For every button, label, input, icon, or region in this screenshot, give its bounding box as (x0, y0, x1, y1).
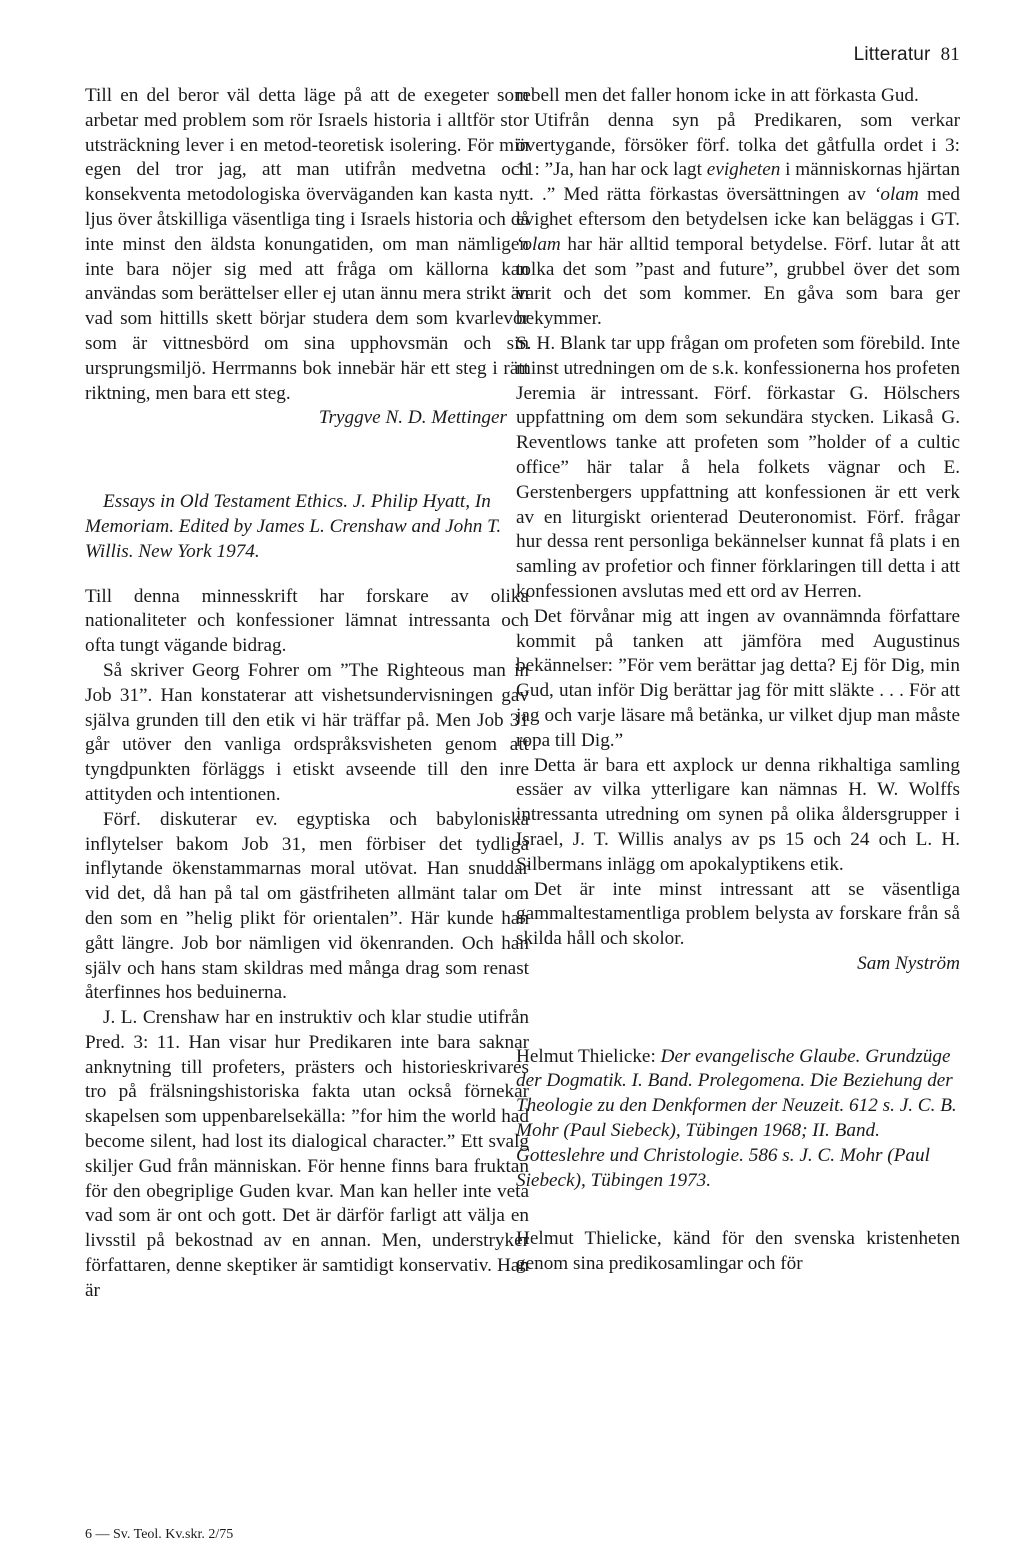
review-citation (516, 1045, 960, 1194)
page-number: 81 (940, 44, 960, 65)
book-title: Der evangelische Glaube. Grundzüge der Dogmatik. I. Band. Prolegomena. Die Beziehung der Theologie zu den Denkformen der Neuzeit. 612 s. J. C. B. Mohr (Paul Siebeck), Tübingen 1968; II. Band. Gotteslehre und Christologie. 586 s. J. C. Mohr (Paul Siebeck), Tübingen 1973. (516, 1045, 957, 1191)
review-citation: Essays in Old Testament Ethics. J. Philip Hyatt, In Memoriam. Edited by James L. Crenshaw and John T. Willis. New York 1974. (85, 491, 502, 562)
paragraph: Så skriver Georg Fohrer om ”The Righteous man in Job 31”. Han konstaterar att vishetsundervisningen gav själva grunden till den etik vi här träffar på. Men Job 31 går utöver den vanliga ordspråksvisheten genom att tyngdpunkten förläggs i etiskt avseende till den inre attityden och intentionen. (85, 659, 529, 805)
paragraph: Detta är bara ett axplock ur denna rikhaltiga samling essäer av vilka ytterligare kan nämnas H. W. Wolffs intressanta utredning om synen på olika åldersgrupper i Israel, J. T. Willis analys av ps 15 och 24 och L. H. Silbermans inlägg om apokalyptikens etik. (516, 754, 960, 875)
emphasis: evigheten (706, 159, 781, 181)
right-column (516, 84, 960, 1277)
paragraph: Förf. diskuterar ev. egyptiska och babyloniska inflytelser bakom Job 31, men förbiser det tydliga inflytande ökenstammarnas moral utövat. Han snuddar vid det, då han på tal om gästfriheten allmänt talar om den som en ”helig plikt för orientalen”. Här kunde han gått längre. Job bor nämligen vid ökenranden. Och han själv och hans stam skildras med många drag som renast återfinnes hos beduinerna. (85, 808, 529, 1004)
running-header (854, 44, 960, 66)
reviewer-signature: Sam Nyström (857, 952, 960, 974)
left-column (85, 84, 529, 1304)
book-author: Helmut Thielicke: (516, 1045, 661, 1067)
paragraph: Helmut Thielicke, känd för den svenska kristenheten genom sina predikosamlingar och för (516, 1228, 960, 1275)
paragraph: Det är inte minst intressant att se väsentliga gammaltestamentliga problem belysta av forskare från så skilda håll och skolor. (516, 878, 960, 950)
emphasis: ‘olam (874, 184, 919, 206)
paragraph: Det förvånar mig att ingen av ovannämnda författare kommit på tanken att jämföra med Augustinus bekännelser: ”För vem berättar jag detta? Ej för Dig, min Gud, utan inför Dig berättar jag för mitt släkte . . . För att jag och varje läsare må betänka, ur vilket djup man måste ropa till Dig.” (516, 605, 960, 751)
paragraph: rebell men det faller honom icke in att förkasta Gud. (516, 85, 919, 106)
section-title: Litteratur (853, 44, 931, 65)
emphasis: ‘olam (516, 233, 561, 255)
paragraph: J. L. Crenshaw har en instruktiv och klar studie utifrån Pred. 3: 11. Han visar hur Predikaren inte bara saknar anknytning till profeters, prästers och historieskrivares tro på frälsningshistoriska fakta utan också förnekar skapelsen som uppenbarelsekälla: ”for him the world had become silent, had lost its dialogical character.” Ett svalg skiljer Gud från människan. För henne finns bara fruktan för den obegriplige Guden kvar. Man kan heller inte veta vad som är ont och gott. Det är därför farligt att välja en livsstil på bekostnad av en annan. Men, understryker författaren, denne skeptiker är samtidigt konservativ. Han är (85, 1007, 529, 1301)
reviewer-signature: Tryggve N. D. Mettinger (318, 407, 507, 429)
page-footer: 6 — Sv. Teol. Kv.skr. 2/75 (85, 1527, 234, 1542)
paragraph: Till en del beror väl detta läge på att de exegeter som arbetar med problem som rör Israels historia i alltför stor utsträckning lever i en metod-teoretisk isolering. För min egen del tror jag, att man utifrån medvetna och konsekventa metodologiska överväganden kan kasta nytt ljus över åtskilliga väsentliga ting i Israels historia och då inte minst den äldsta konungatiden, om man nämligen inte bara nöjer sig med att fråga om källorna kan användas som berättelser eller ej utan ännu mera strikt än vad som hittills skett börjar studera dem som kvarlevor som är vittnesbörd om sina upphovsmän och sin ursprungsmiljö. Herrmanns bok innebär här ett steg i rätt riktning, men bara ett steg. (85, 85, 529, 404)
paragraph: Utifrån denna syn på Predikaren, som verkar övertygande, försöker förf. tolka det gåtfulla ordet i 3: 11: ”Ja, han har ock lagt evigheten i människornas hjärtan . . .” Med rätta förkastas översättningen av ‘olam med evighet eftersom den betydelsen icke kan beläggas i GT. ‘olam har här alltid temporal betydelse. Förf. lutar åt att tolka det som ”past and future”, grubbel över det som varit och det som kommer. En gåva som bara ger bekymmer. (516, 109, 960, 330)
paragraph: S. H. Blank tar upp frågan om profeten som förebild. Inte minst utredningen om de s.k. konfessionerna hos profeten Jeremia är intressant. Förf. förkastar G. Hölschers uppfattning om dem som sekundära stycken. Likaså G. Reventlows tanke att profeten som ”holder of a cultic office” här talar å hela folkets vägnar och E. Gerstenbergers uppfattning att konfessionen är ett verk av en liturgiskt orienterad Deuteronomist. Förf. frågar hur dessa rent personliga bekännelser kunnat få plats i en samling av profetior och finner förklaringen till detta i att konfessionen avslutas med ett ord av Herren. (516, 332, 960, 602)
paragraph: Till denna minnesskrift har forskare av olika nationaliteter och konfessioner lämnat intressanta och ofta tungt vägande bidrag. (85, 585, 529, 657)
